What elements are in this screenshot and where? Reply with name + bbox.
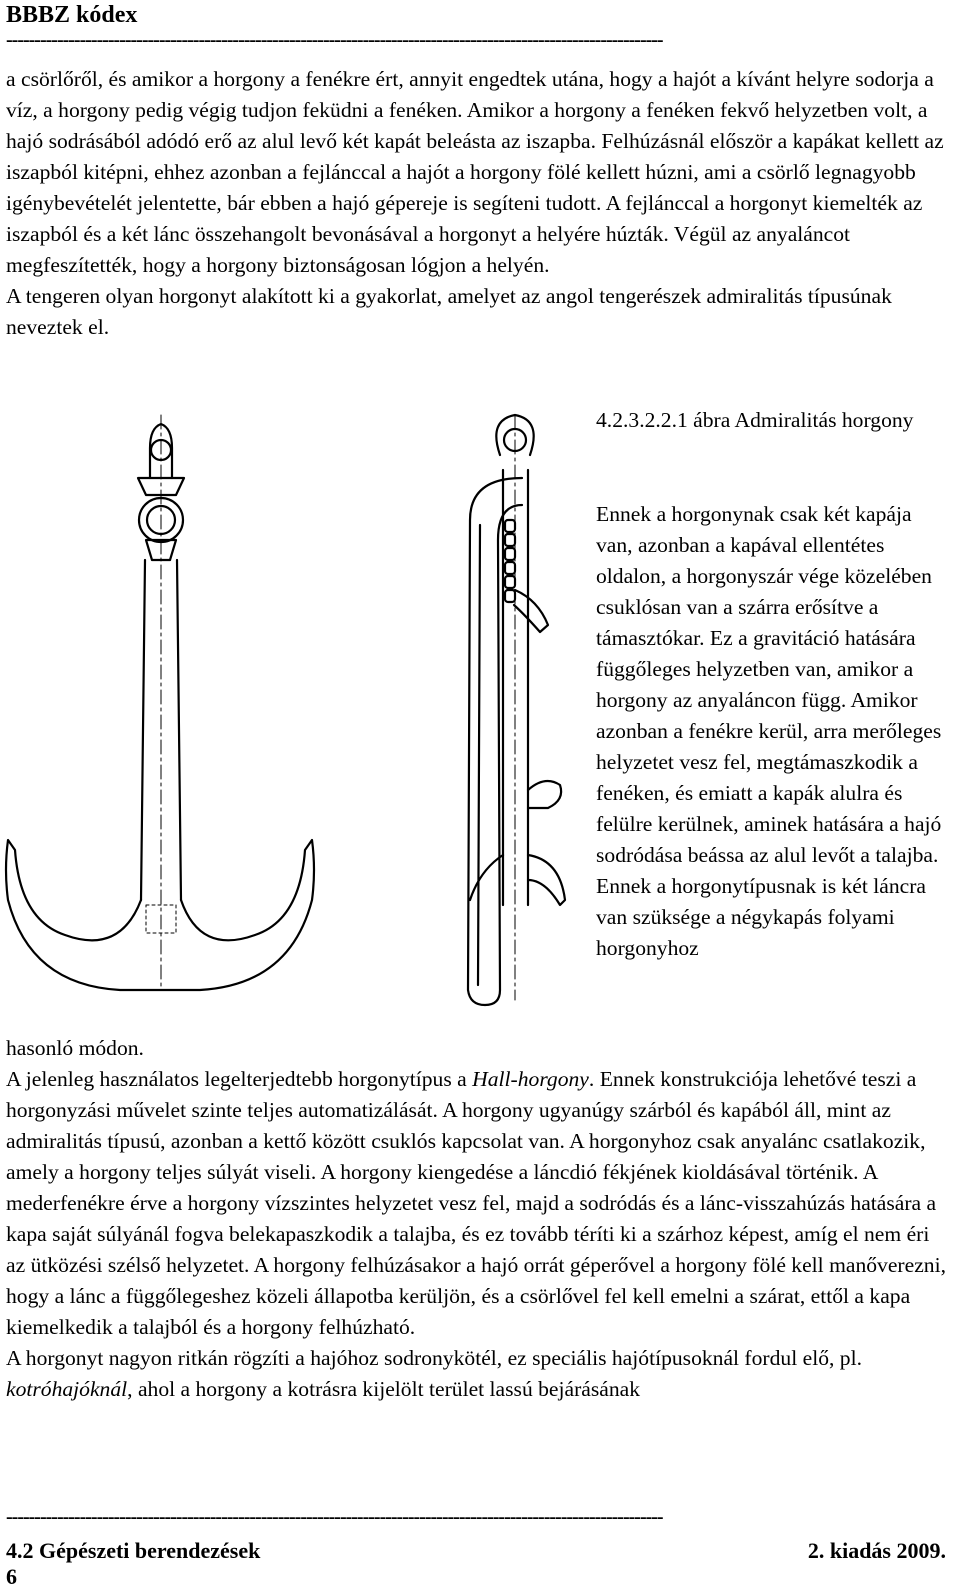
text-run: A jelenleg használatos legelterjedtebb horgonytípus a [6, 1067, 473, 1091]
text-run: A horgonyt nagyon ritkán rögzíti a hajóhoz sodronykötél, ez speciális hajótípusoknál fordul elő, pl. [6, 1346, 862, 1370]
body-bottom [6, 1033, 946, 1405]
admiralty-anchor-figure [0, 410, 590, 1020]
footer-edition: 2. kiadás 2009. [807, 1538, 946, 1563]
page-number: 6 [6, 1564, 17, 1589]
footer-rule: -------------------------------------------------------------------------------------------------------------------- [6, 1506, 663, 1528]
paragraph: A tengeren olyan horgonyt alakított ki a gyakorlat, amelyet az angol tengerészek admiralitás típusúnak neveztek el. [6, 284, 892, 339]
header-rule: -------------------------------------------------------------------------------------------------------------------- [6, 29, 663, 51]
paragraph: a csörlőről, és amikor a horgony a fenékre ért, annyit engedtek utána, hogy a hajót a kívánt helyre sodorja a víz, a horgony pedig végig tudjon feküdni a fenéken. Amikor a horgony a fenéken fekvő helyzetben volt, a hajó sodrásából adódó erő az alul levő két kapát beleásta az iszapba. Felhúzásnál először a kapákat kellett az iszapból kitépni, ehhez azonban a fejlánccal a hajót a horgony fölé kellett húzni, ami a csörlő legnagyobb igénybevételét jelentette, bár ebben a hajó gépereje is segíteni tudott. A fejlánccal a horgonyt kiemelték az iszapból és a két lánc összehangolt bevonásával a horgonyt a helyére húzták. Végül az anyaláncot megfeszítették, hogy a horgony biztonságosan lógjon a helyén. [6, 67, 944, 277]
footer-section-title: 4.2 Gépészeti berendezések [6, 1538, 261, 1563]
anchor-side-view [468, 415, 565, 1005]
paragraph [6, 1064, 946, 1343]
paragraph: hasonló módon. [6, 1036, 144, 1060]
figure-caption: 4.2.3.2.2.1 ábra Admiralitás horgony [596, 408, 914, 432]
emphasis-kotrohajoknal: kotróhajóknál [6, 1377, 128, 1401]
text-run: , ahol a horgony a kotrásra kijelölt terület lassú bejárásának [127, 1377, 641, 1401]
anchor-front-view [6, 415, 314, 990]
page-header-title: BBBZ kódex [6, 2, 138, 28]
paragraph [6, 1343, 946, 1405]
body-top [6, 64, 946, 343]
text-run: . Ennek konstrukciója lehetővé teszi a horgonyzási művelet szinte teljes automatizálását. A horgony ugyanúgy szárból és kapából áll, mint az admiralitás típusú, azonban a kettő között csuklós kapcsolat van. A horgonyhoz csak anyalánc csatlakozik, amely a horgony teljes súlyát viseli. A horgony kiengedése a láncdió fékjének kioldásával történik. A mederfenékre érve a horgony vízszintes helyzetet vesz fel, majd a sodródás és a lánc-visszahúzás hatására a kapa saját súlyánál fogva belekapaszkodik a talajba, és ez tovább téríti ki a szárhoz képest, amíg el nem éri az ütközési szélső helyzetet. A horgony felhúzásakor a hajó orrát géperővel a horgony fölé kell manőverezni, hogy a lánc a függőlegeshez közeli állapotba kerüljön, és a csörlővel fel kell emelni a szárat, ettől a kapa kiemelkedik a talajból és a horgony felhúzható. [6, 1067, 946, 1339]
emphasis-hall-horgony: Hall-horgony [472, 1067, 589, 1091]
figure-description: Ennek a horgonynak csak két kapája van, azonban a kapával ellentétes oldalon, a horgonyszár vége közelében csuklósan van a szárra erősítve a támasztókar. Ez a gravitáció hatására függőleges helyzetben van, amikor a horgony az anyaláncon függ. Amikor azonban a fenékre kerül, arra merőleges helyzetet vesz fel, megtámaszkodik a fenéken, és emiatt a kapák alulra és felülre kerülnek, aminek hatására a hajó sodródása beássa az alul levőt a talajba. Ennek a horgonytípusnak is két láncra van szüksége a négykapás folyami horgonyhoz [596, 502, 942, 960]
